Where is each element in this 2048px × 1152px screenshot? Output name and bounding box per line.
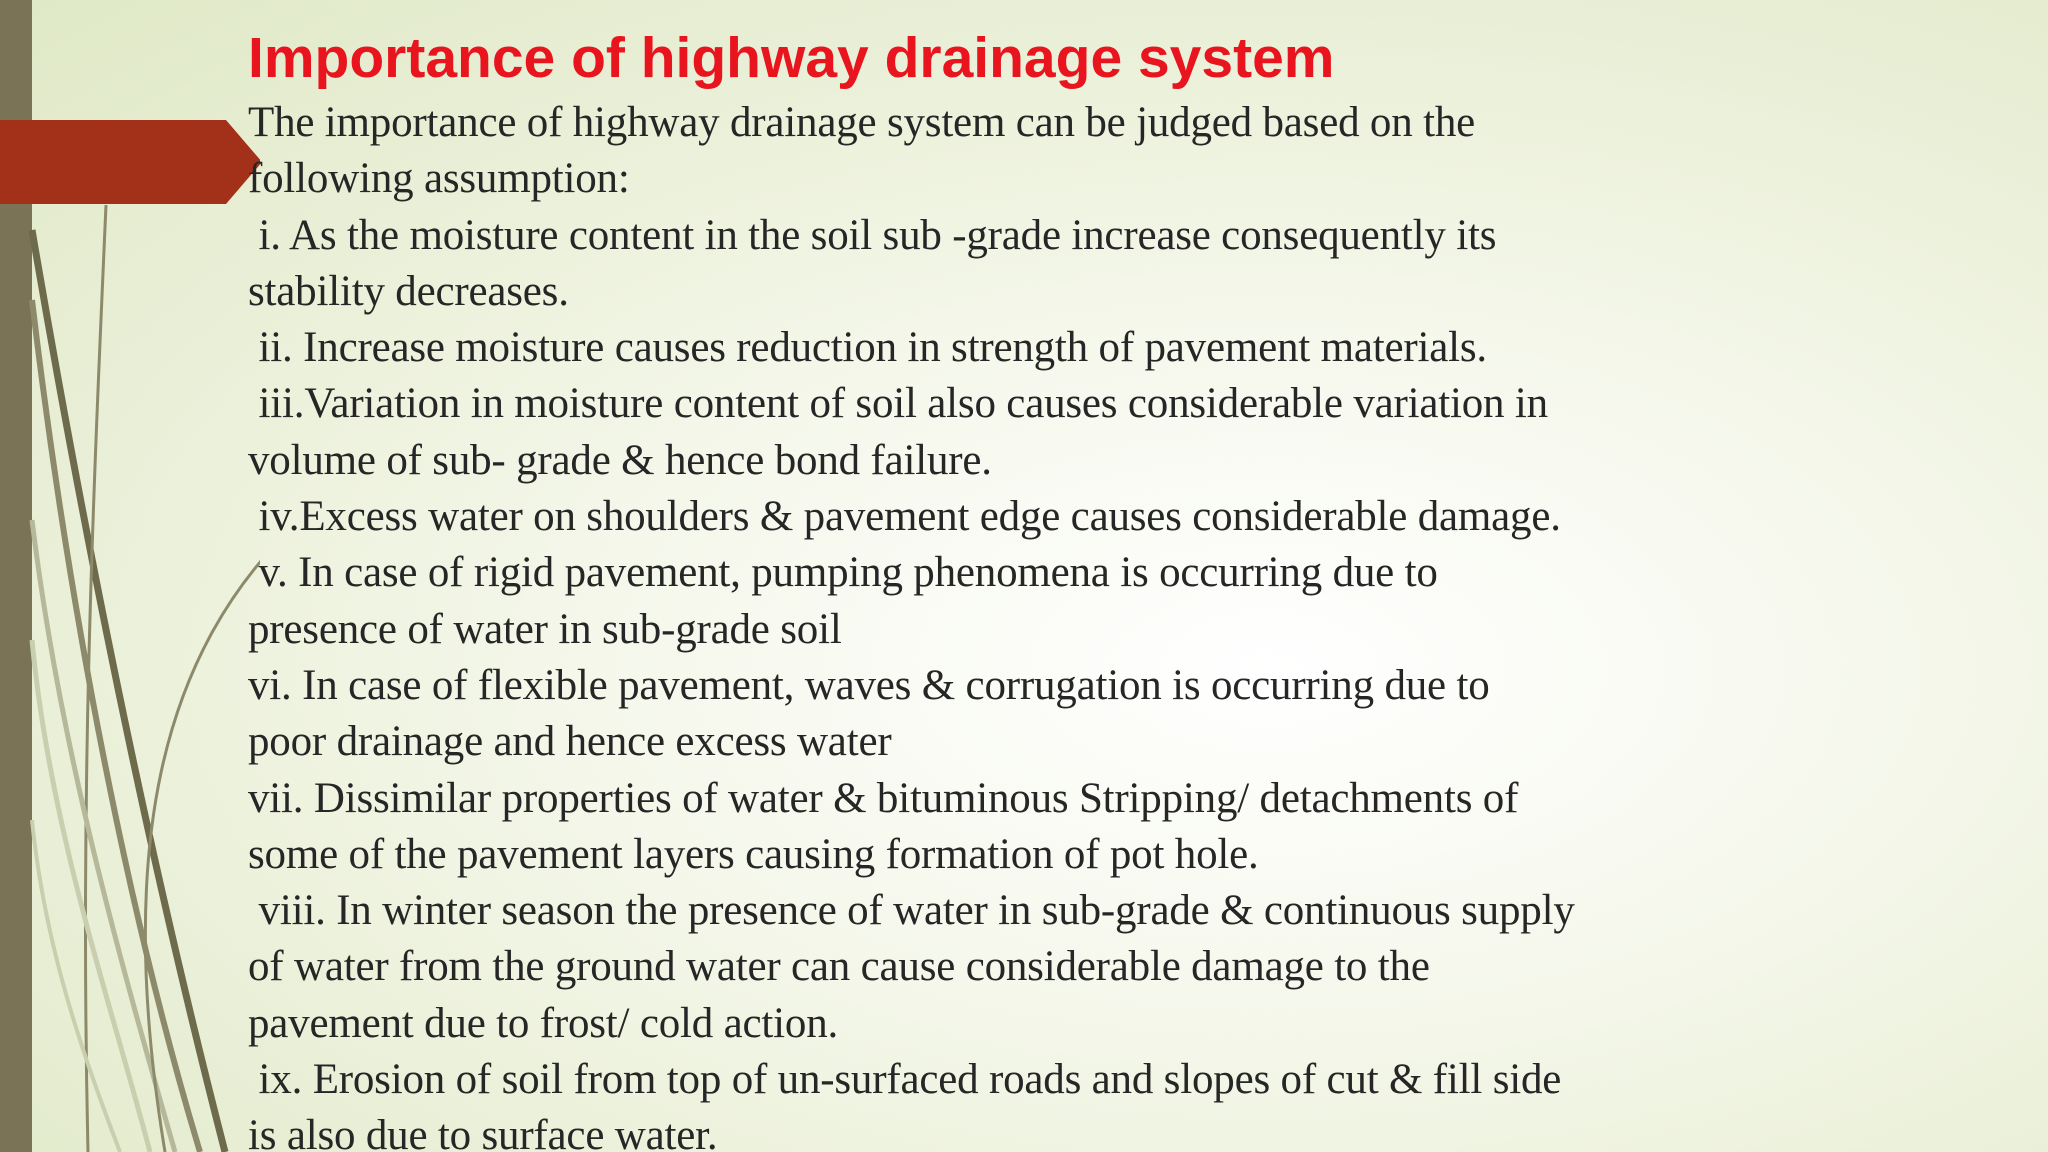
body-line: iv.Excess water on shoulders & pavement edge causes considerable damage. xyxy=(248,493,1561,541)
body-line: of water from the ground water can cause considerable damage to the xyxy=(248,943,1430,991)
body-line: some of the pavement layers causing formation of pot hole. xyxy=(248,830,1259,878)
curve-7 xyxy=(32,820,120,1152)
body-line: iii.Variation in moisture content of soil also causes considerable variation in xyxy=(248,380,1548,428)
body-line: ii. Increase moisture causes reduction in strength of pavement materials. xyxy=(248,324,1487,372)
body-line: v. In case of rigid pavement, pumping phenomena is occurring due to xyxy=(248,549,1438,597)
body-line: stability decreases. xyxy=(248,267,569,315)
body-line: vi. In case of flexible pavement, waves & corrugation is occurring due to xyxy=(248,661,1490,709)
body-line: pavement due to frost/ cold action. xyxy=(248,999,839,1047)
slide-title: Importance of highway drainage system xyxy=(248,26,1335,90)
body-line: poor drainage and hence excess water xyxy=(248,718,892,766)
red-arrow-shape xyxy=(0,0,260,220)
slide-body xyxy=(248,95,2028,1152)
body-line: viii. In winter season the presence of water in sub-grade & continuous supply xyxy=(248,887,1575,935)
body-line: presence of water in sub-grade soil xyxy=(248,605,842,653)
body-line: volume of sub- grade & hence bond failure. xyxy=(248,436,992,484)
body-line: i. As the moisture content in the soil sub -grade increase consequently its xyxy=(248,211,1497,259)
body-line: vii. Dissimilar properties of water & bituminous Stripping/ detachments of xyxy=(248,774,1519,822)
body-line: The importance of highway drainage system can be judged based on the xyxy=(248,99,1476,146)
body-line: is also due to surface water. xyxy=(248,1112,718,1152)
body-line: ix. Erosion of soil from top of un-surfaced roads and slopes of cut & fill side xyxy=(248,1056,1562,1104)
curve-3 xyxy=(85,205,106,1152)
body-line: following assumption: xyxy=(248,155,630,203)
